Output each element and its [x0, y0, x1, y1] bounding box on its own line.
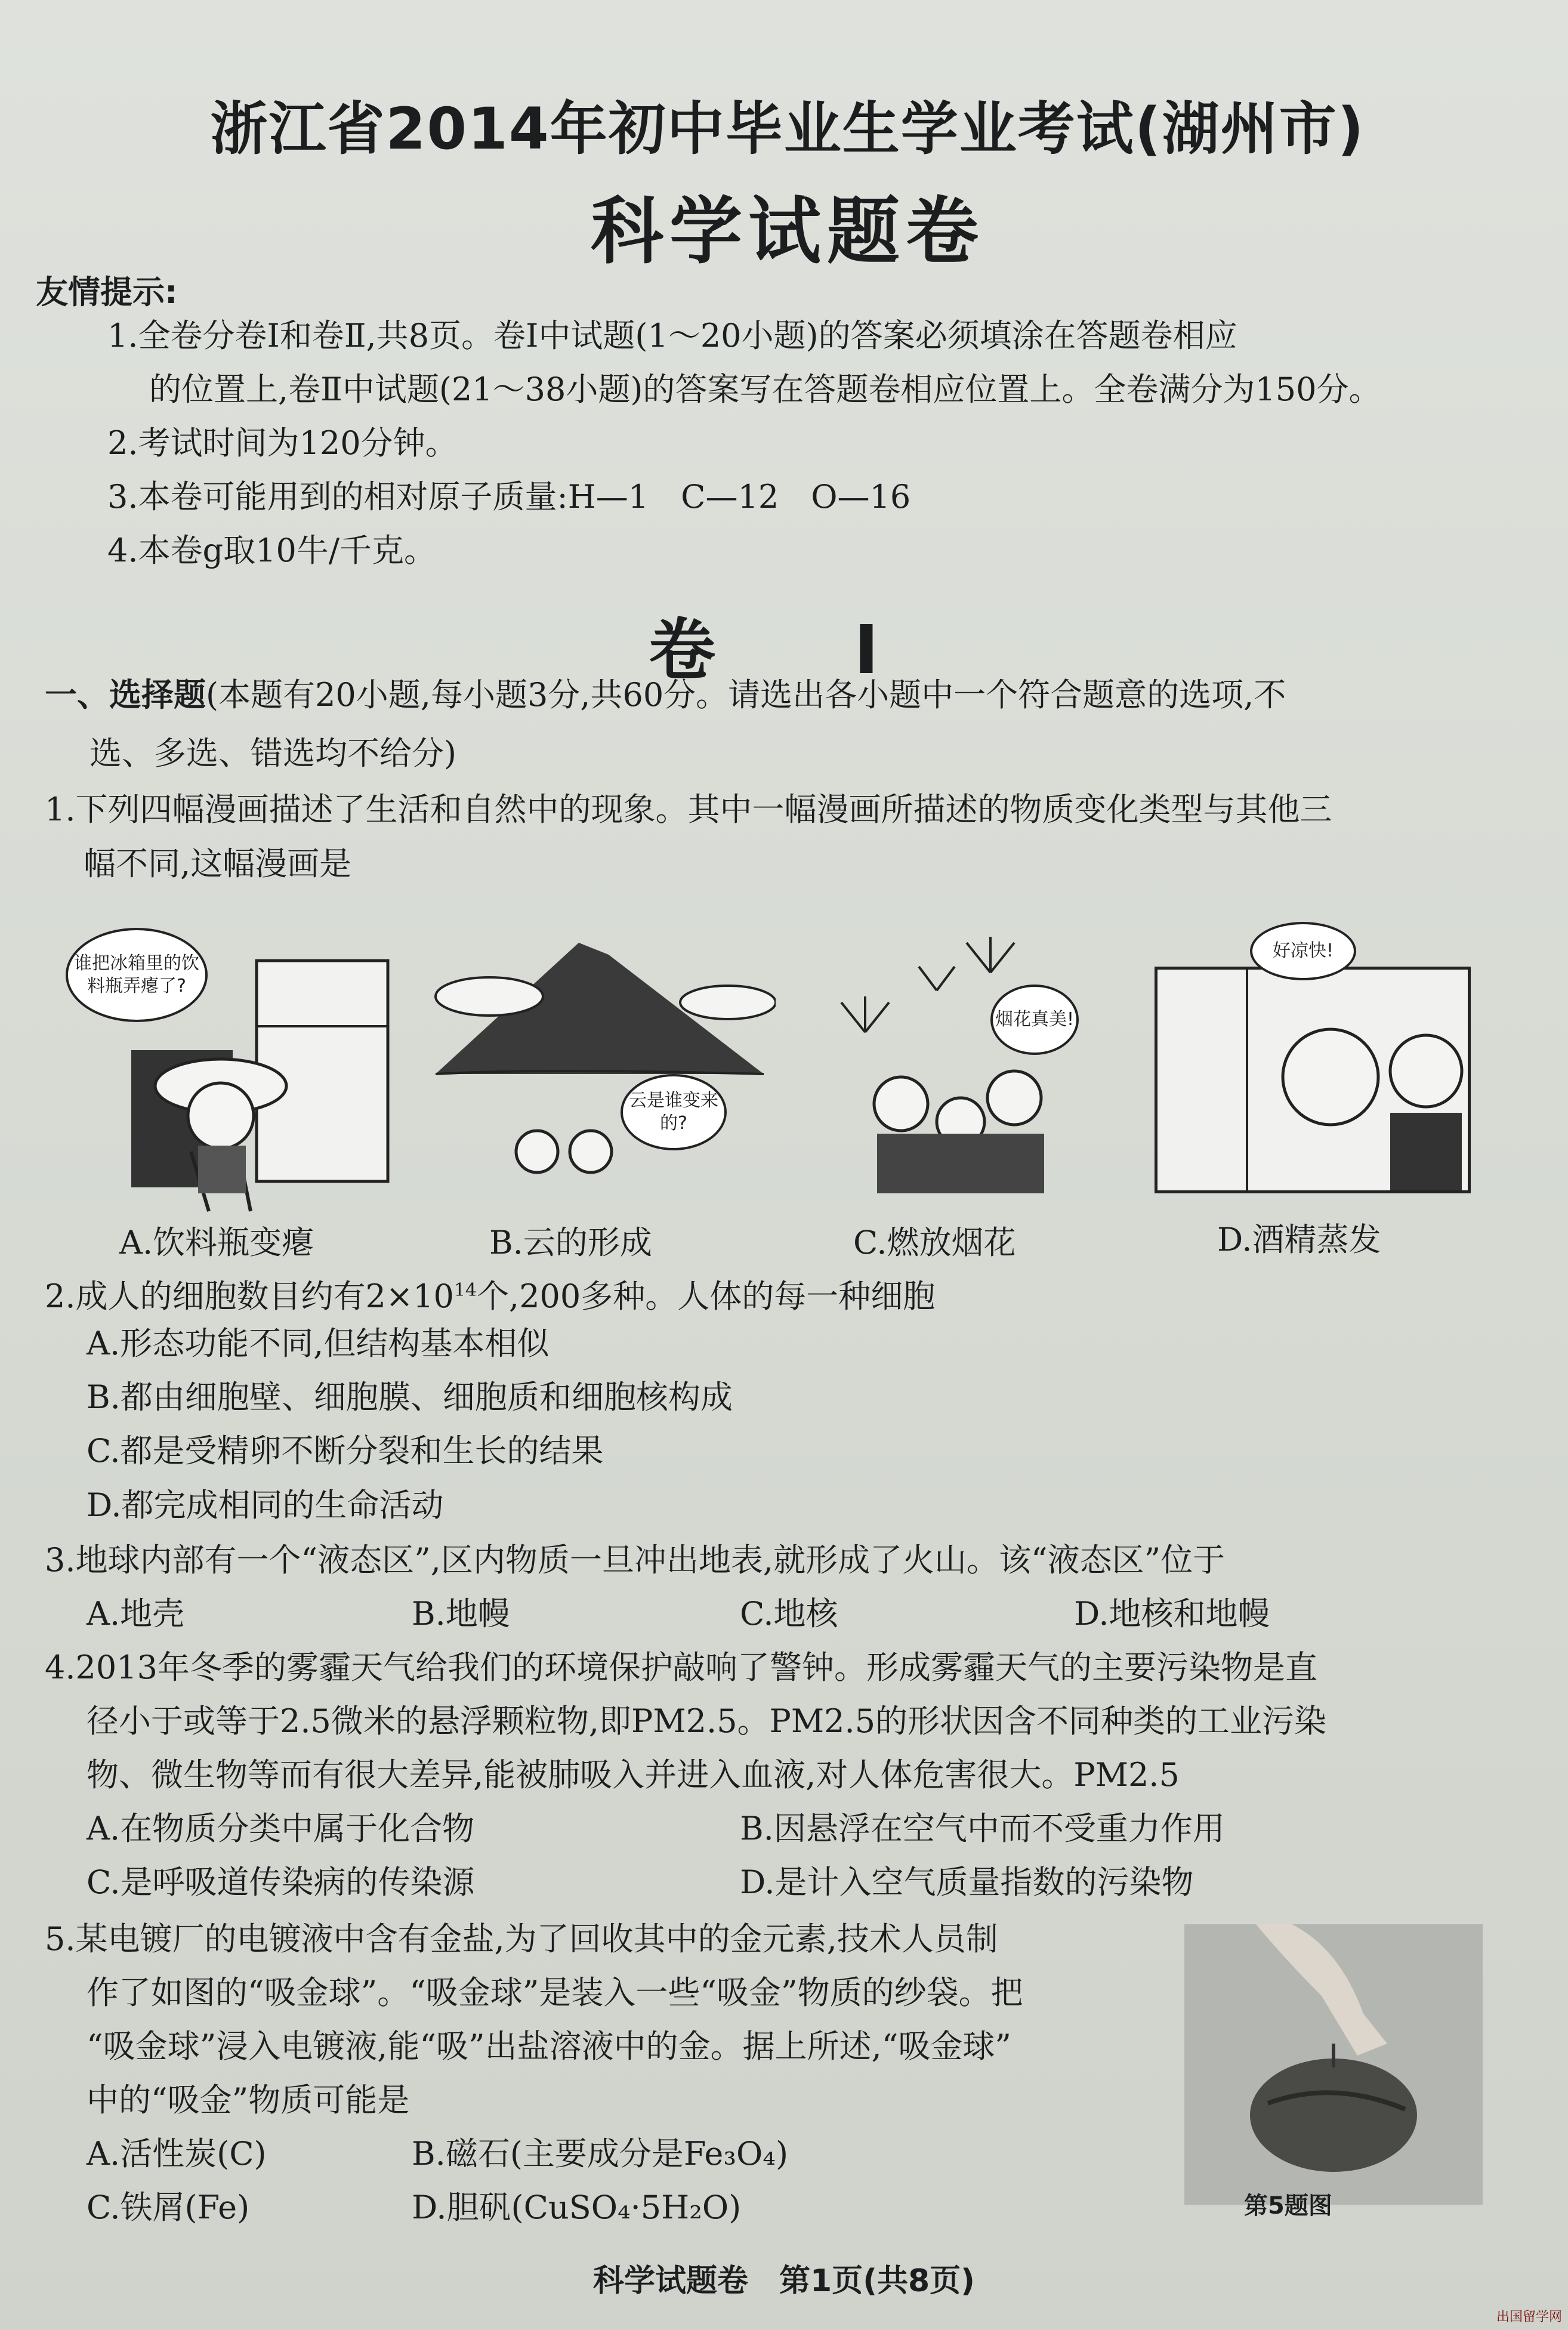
q5-stem-1: 5.某电镀厂的电镀液中含有金盐,为了回收其中的金元素,技术人员制 [45, 1920, 998, 1958]
comic-d-drawing [1158, 970, 1468, 1190]
q4-option-b: B.因悬浮在空气中而不受重力作用 [740, 1810, 1225, 1847]
q2-stem-pre: 2.成人的细胞数目约有2×10 [45, 1277, 454, 1315]
comic-b-cloud [418, 931, 776, 1211]
q5-stem-3: “吸金球”浸入电镀液,能“吸”出盐溶液中的金。据上所述,“吸金球” [87, 2027, 1011, 2065]
comic-c-bubble: 烟花真美! [990, 985, 1079, 1055]
q3-option-d: D.地核和地幔 [1074, 1595, 1270, 1632]
q1-option-c: C.燃放烟花 [853, 1224, 1016, 1261]
q2-stem-sup: 14 [453, 1280, 477, 1301]
q5-figure-caption: 第5题图 [1244, 2192, 1332, 2220]
q5-stem-4: 中的“吸金”物质可能是 [87, 2081, 410, 2119]
exam-title: 浙江省2014年初中毕业生学业考试(湖州市) [210, 95, 1365, 162]
q2-stem-post: 个,200多种。人体的每一种细胞 [477, 1277, 936, 1315]
q5-option-c: C.铁屑(Fe) [87, 2189, 250, 2226]
q4-option-c: C.是呼吸道传染病的传染源 [87, 1863, 475, 1901]
volume-title: 卷 Ⅰ [649, 612, 915, 689]
q5-option-b: B.磁石(主要成分是Fe₃O₄) [412, 2135, 789, 2172]
section-desc-2: 选、多选、错选均不给分) [89, 735, 457, 772]
q5-figure-photo [1184, 1924, 1483, 2205]
comic-c-fireworks [788, 907, 1122, 1205]
q2-option-d: D.都完成相同的生命活动 [87, 1486, 444, 1524]
q3-option-b: B.地幔 [412, 1595, 510, 1632]
q4-option-d: D.是计入空气质量指数的污染物 [740, 1863, 1194, 1901]
comic-b-bubble: 云是谁变来的? [621, 1074, 727, 1150]
q2-stem [45, 1270, 935, 1317]
comic-c-drawing [788, 907, 1122, 1205]
q3-stem: 3.地球内部有一个“液态区”,区内物质一旦冲出地表,就形成了火山。该“液态区”位于 [45, 1541, 1226, 1579]
q1-option-a: A.饮料瓶变瘪 [119, 1224, 314, 1261]
tip-line-3: 2.考试时间为120分钟。 [107, 424, 458, 462]
q5-stem-2: 作了如图的“吸金球”。“吸金球”是装入一些“吸金”物质的纱袋。把 [87, 1974, 1023, 2011]
tip-line-2: 的位置上,卷Ⅱ中试题(21～38小题)的答案写在答题卷相应位置上。全卷满分为150分。 [149, 371, 1381, 408]
q1-option-d: D.酒精蒸发 [1217, 1221, 1381, 1258]
q2-option-c: C.都是受精卵不断分裂和生长的结果 [87, 1432, 604, 1470]
q3-option-c: C.地核 [740, 1595, 838, 1632]
comic-d-alcohol [1155, 967, 1471, 1193]
comic-d-bubble: 好凉快! [1250, 922, 1356, 980]
q4-stem-3: 物、微生物等而有很大差异,能被肺吸入并进入血液,对人体危害很大。PM2.5 [87, 1756, 1180, 1794]
section-desc-1: (本题有20小题,每小题3分,共60分。请选出各小题中一个符合题意的选项,不 [206, 676, 1286, 714]
q2-option-a: A.形态功能不同,但结构基本相似 [87, 1325, 550, 1362]
q5-option-a: A.活性炭(C) [87, 2135, 267, 2172]
q1-stem-2: 幅不同,这幅漫画是 [84, 845, 352, 882]
tip-line-4: 3.本卷可能用到的相对原子质量:H—1 C—12 O—16 [107, 478, 911, 516]
section-heading [45, 674, 1286, 716]
tip-line-1: 1.全卷分卷Ⅰ和卷Ⅱ,共8页。卷Ⅰ中试题(1～20小题)的答案必须填涂在答题卷相应 [107, 317, 1237, 354]
gold-ball-photo [1184, 1924, 1483, 2205]
q2-option-b: B.都由细胞壁、细胞膜、细胞质和细胞核构成 [87, 1378, 733, 1416]
q4-option-a: A.在物质分类中属于化合物 [87, 1810, 475, 1847]
watermark-logo: 出国留学网 [1496, 2310, 1562, 2325]
tip-line-5: 4.本卷g取10牛/千克。 [107, 532, 436, 569]
q5-option-d: D.胆矾(CuSO₄·5H₂O) [412, 2189, 742, 2226]
q4-stem-2: 径小于或等于2.5微米的悬浮颗粒物,即PM2.5。PM2.5的形状因含不同种类的工业污染 [87, 1702, 1327, 1740]
q3-option-a: A.地壳 [87, 1595, 185, 1632]
comic-b-drawing [418, 931, 776, 1211]
exam-subtitle: 科学试题卷 [591, 189, 984, 274]
q4-stem-1: 4.2013年冬季的雾霾天气给我们的环境保护敲响了警钟。形成雾霾天气的主要污染物是直 [45, 1649, 1317, 1686]
comic-a-bubble: 谁把冰箱里的饮料瓶弄瘪了? [66, 928, 208, 1022]
page-footer: 科学试题卷 第1页(共8页) [593, 2263, 975, 2299]
section-title: 一、选择题 [45, 676, 206, 714]
q1-stem-1: 1.下列四幅漫画描述了生活和自然中的现象。其中一幅漫画所描述的物质变化类型与其他三 [45, 791, 1332, 828]
q1-option-b: B.云的形成 [489, 1224, 652, 1261]
tips-heading: 友情提示: [36, 273, 178, 311]
